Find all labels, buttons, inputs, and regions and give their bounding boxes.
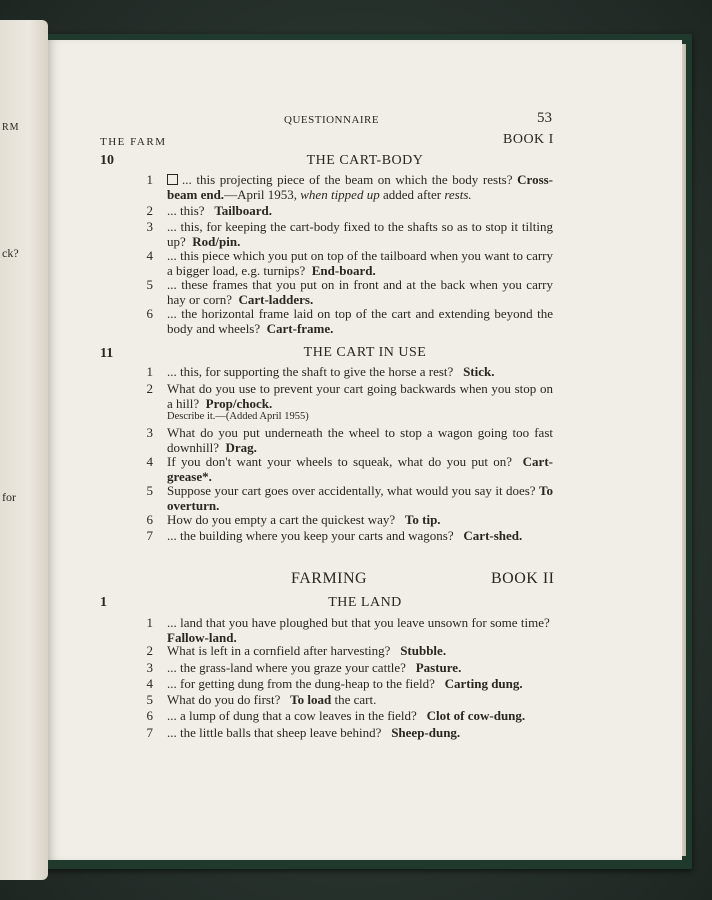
chapter-label: THE FARM	[100, 136, 167, 148]
section-number: 1	[100, 595, 107, 610]
answer: Cart-ladders.	[238, 291, 314, 307]
page-stack-edge	[682, 44, 686, 856]
answer: Stubble.	[400, 643, 447, 658]
answer: Cart-frame.	[266, 320, 334, 336]
question-text: ... this projecting piece of the beam on which the body rests? Cross-beam end.—April 1953, when tipped up added after rests.	[167, 172, 554, 202]
question-number: 3	[146, 660, 153, 675]
question-text: ... this, for keeping the cart-body fixed to the shafts so as to stop it tilting up? Rod/pin.	[167, 219, 553, 249]
question-text: ... the horizontal frame laid on top of the cart and extending beyond the body and wheels? Cart-frame.	[167, 306, 553, 336]
question-text: ... land that you have ploughed but that you leave unsown for some time? Fallow-land.	[167, 615, 550, 645]
left-fragment: ck?	[2, 246, 19, 260]
answer: Stick.	[463, 364, 495, 379]
answer: To overturn.	[167, 483, 553, 513]
left-fragment: for	[2, 490, 16, 504]
section-title: THE CART IN USE	[303, 345, 427, 360]
question-number: 1	[146, 615, 153, 630]
question-number: 6	[146, 306, 153, 321]
section-number: 10	[100, 153, 114, 168]
question-number: 5	[146, 483, 153, 498]
answer: Cart-grease*.	[167, 454, 553, 484]
question-text: How do you empty a cart the quickest way? To tip.	[167, 512, 441, 527]
section-title: THE LAND	[328, 595, 402, 610]
question-text: ... these frames that you put on in front and at the back when you carry hay or corn? Cart-ladders.	[167, 277, 553, 307]
question-number: 6	[146, 708, 153, 723]
answer: Sheep-dung.	[391, 725, 461, 740]
question-text: What is left in a cornfield after harvesting? Stubble.	[167, 643, 447, 658]
question-text: What do you use to prevent your cart going backwards when you stop on a hill? Prop/chock.	[167, 381, 553, 411]
left-fragment: RM	[2, 122, 20, 133]
question-number: 6	[146, 512, 153, 527]
question-number: 2	[146, 381, 153, 396]
checkbox-icon	[167, 174, 178, 185]
answer: Fallow-land.	[167, 629, 237, 645]
answer: Drag.	[225, 439, 257, 455]
question-number: 5	[146, 692, 153, 707]
section-title: THE CART-BODY	[306, 153, 424, 168]
document-page	[48, 40, 682, 860]
answer: End-board.	[311, 262, 376, 278]
question-number: 7	[146, 725, 153, 740]
question-text: ... this piece which you put on top of the tailboard when you want to carry a bigger load, e.g. turnips? End-board.	[167, 248, 553, 278]
question-number: 1	[146, 172, 153, 187]
question-text: If you don't want your wheels to squeak, what do you put on? Cart-grease*.	[167, 454, 553, 484]
page-number: 53	[537, 110, 552, 126]
question-number: 3	[146, 219, 153, 234]
book-label: BOOK I	[503, 132, 554, 147]
question-text: ... this, for supporting the shaft to give the horse a rest? Stick.	[167, 364, 495, 379]
question-text: ... for getting dung from the dung-heap to the field? Carting dung.	[167, 676, 523, 691]
answer: To tip.	[404, 512, 441, 527]
running-title: QUESTIONNAIRE	[284, 114, 380, 126]
question-text: Suppose your cart goes over accidentally, what would you say it does? To overturn.	[167, 483, 553, 513]
answer: Pasture.	[415, 660, 462, 675]
question-text: ... the building where you keep your carts and wagons? Cart-shed.	[167, 528, 523, 543]
part-title: FARMING	[291, 570, 368, 587]
book-label: BOOK II	[491, 570, 555, 587]
question-number: 3	[146, 425, 153, 440]
answer: Tailboard.	[214, 203, 272, 218]
question-text: What do you do first? To load the cart.	[167, 692, 377, 707]
answer: Cart-shed.	[463, 528, 523, 543]
answer: Prop/chock.	[205, 395, 273, 411]
question-number: 2	[146, 203, 153, 218]
question-text: ... the grass-land where you graze your cattle? Pasture.	[167, 660, 462, 675]
answer: Rod/pin.	[192, 233, 241, 249]
answer: Carting dung.	[444, 676, 523, 691]
left-page-edge	[0, 20, 48, 880]
section-number: 11	[100, 346, 114, 361]
question-number: 4	[146, 676, 153, 691]
question-number: 5	[146, 277, 153, 292]
question-text: ... this? Tailboard.	[167, 203, 272, 218]
question-text: What do you put underneath the wheel to stop a wagon going too fast downhill? Drag.	[167, 425, 553, 455]
question-text: ... the little balls that sheep leave behind? Sheep-dung.	[167, 725, 461, 740]
question-number: 7	[146, 528, 153, 543]
question-number: 4	[146, 248, 153, 263]
question-text: ... a lump of dung that a cow leaves in the field? Clot of cow-dung.	[167, 708, 526, 723]
answer: To load	[290, 692, 332, 707]
question-number: 4	[146, 454, 153, 469]
answer: Cross-beam end.	[167, 172, 554, 202]
answer: Clot of cow-dung.	[426, 708, 526, 723]
question-number: 2	[146, 643, 153, 658]
question-number: 1	[146, 364, 153, 379]
editorial-note: Describe it.—(Added April 1955)	[167, 411, 309, 422]
